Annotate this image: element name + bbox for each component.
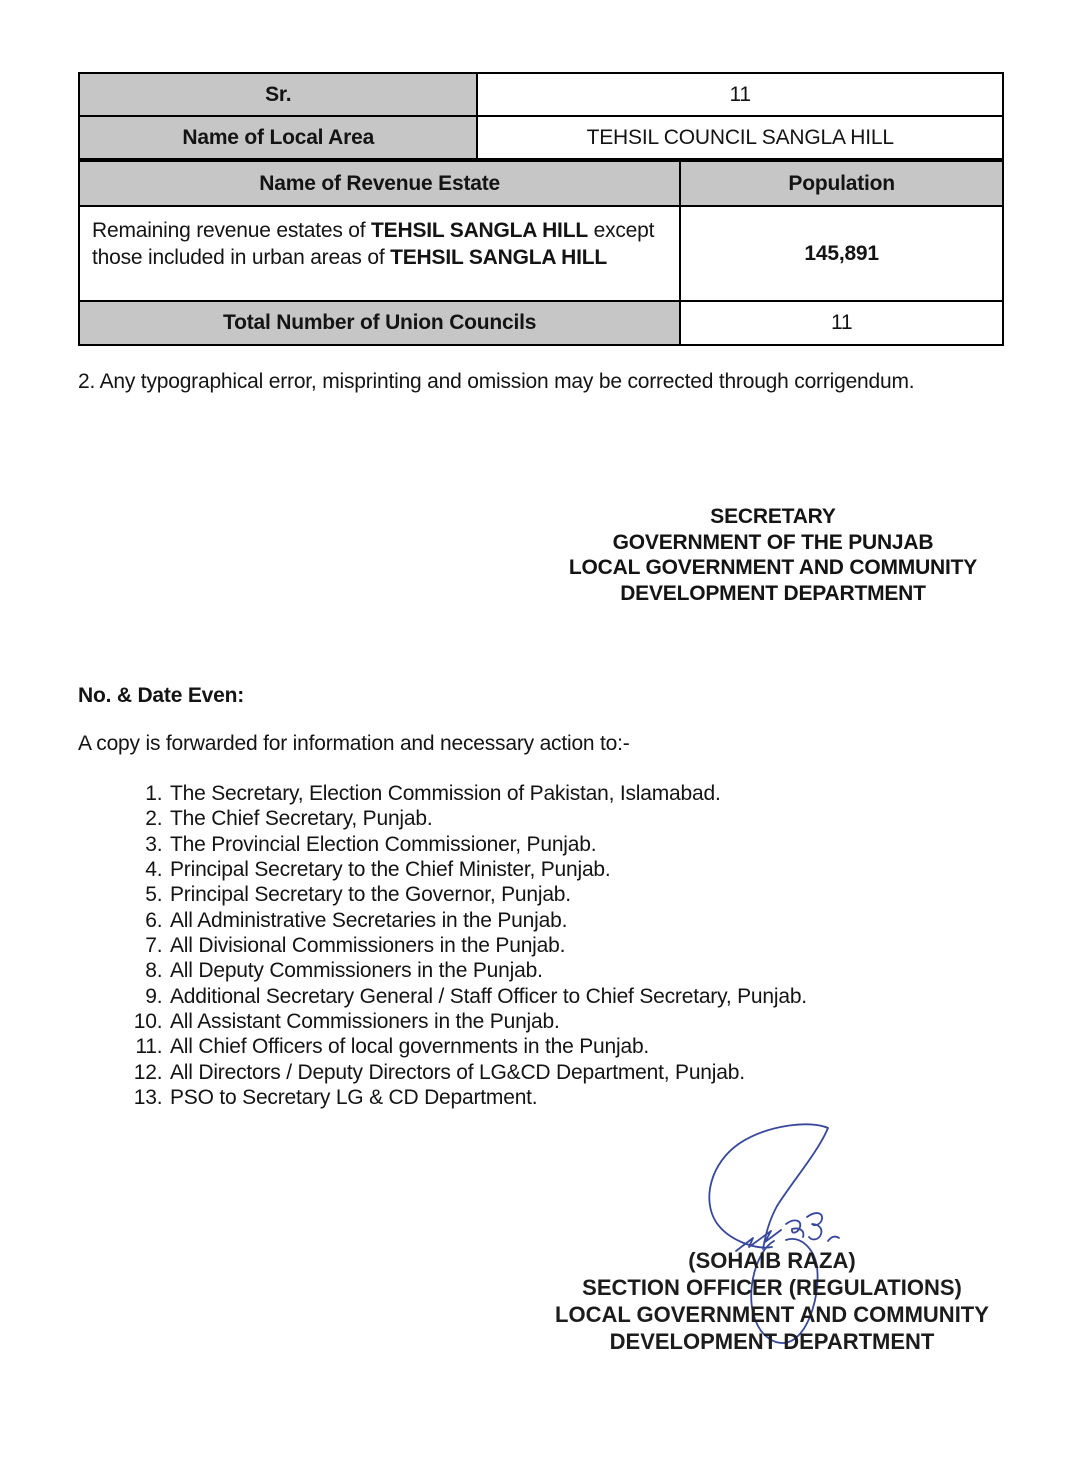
- list-item: 7. All Divisional Commissioners in the Punjab.: [168, 933, 978, 958]
- total-union-councils-label-cell: Total Number of Union Councils: [80, 302, 679, 344]
- table-row-sr: [80, 74, 1002, 115]
- summary-tables: [78, 72, 1004, 346]
- list-item: 11. All Chief Officers of local governments in the Punjab.: [168, 1034, 978, 1059]
- list-item: 9. Additional Secretary General / Staff Officer to Chief Secretary, Punjab.: [168, 984, 978, 1009]
- issuer-line: LOCAL GOVERNMENT AND COMMUNITY: [568, 556, 978, 579]
- signatory-department-line: LOCAL GOVERNMENT AND COMMUNITY: [555, 1302, 989, 1327]
- reference-label: No. & Date Even:: [78, 684, 244, 707]
- sr-label-cell: Sr.: [80, 74, 476, 115]
- list-item: 13. PSO to Secretary LG & CD Department.: [168, 1085, 978, 1110]
- revenue-header-row: [80, 162, 1002, 205]
- revenue-estate-description-cell: [80, 207, 679, 300]
- local-area-value-cell: TEHSIL COUNCIL SANGLA HILL: [476, 117, 1002, 158]
- list-item: 4. Principal Secretary to the Chief Minister, Punjab.: [168, 857, 978, 882]
- total-union-councils-value-cell: 11: [679, 302, 1002, 344]
- estate-text-part: except those included in urban areas of: [92, 219, 655, 269]
- correction-note: 2. Any typographical error, misprinting and omission may be corrected through corrigendum.: [78, 370, 915, 393]
- list-item: 12. All Directors / Deputy Directors of LG&CD Department, Punjab.: [168, 1060, 978, 1085]
- sr-value-cell: 11: [476, 74, 1002, 115]
- info-table: [78, 72, 1004, 160]
- revenue-table: [78, 160, 1004, 346]
- signatory-department-line: DEVELOPMENT DEPARTMENT: [609, 1329, 935, 1354]
- signatory-designation: SECTION OFFICER (REGULATIONS): [582, 1275, 962, 1300]
- table-row-local-area: [80, 115, 1002, 158]
- issuer-line: GOVERNMENT OF THE PUNJAB: [612, 530, 934, 554]
- list-item: 1. The Secretary, Election Commission of Pakistan, Islamabad.: [168, 781, 978, 806]
- issuer-line: DEVELOPMENT DEPARTMENT: [620, 581, 926, 605]
- distribution-list: [78, 781, 978, 1110]
- revenue-estate-row: [80, 205, 1002, 300]
- list-item: 8. All Deputy Commissioners in the Punjab.: [168, 958, 978, 983]
- list-item: 3. The Provincial Election Commissioner, Punjab.: [168, 832, 978, 857]
- local-area-label-cell: Name of Local Area: [80, 117, 476, 158]
- population-value-cell: 145,891: [679, 207, 1002, 300]
- list-item: 5. Principal Secretary to the Governor, Punjab.: [168, 882, 978, 907]
- estate-bold-part: TEHSIL SANGLA HILL: [390, 246, 608, 269]
- total-union-councils-row: [80, 300, 1002, 344]
- population-header-cell: Population: [679, 162, 1002, 205]
- estate-bold-part: TEHSIL SANGLA HILL: [371, 219, 588, 242]
- signatory-name: (SOHAIB RAZA): [688, 1248, 856, 1273]
- estate-text-part: Remaining revenue estates of: [92, 219, 372, 242]
- revenue-estate-header-cell: Name of Revenue Estate: [80, 162, 679, 205]
- forwarding-line: A copy is forwarded for information and necessary action to:-: [78, 732, 630, 755]
- issuer-block: [537, 504, 1009, 606]
- list-item: 10. All Assistant Commissioners in the Punjab.: [168, 1009, 978, 1034]
- list-item: 2. The Chief Secretary, Punjab.: [168, 806, 978, 831]
- list-item: 6. All Administrative Secretaries in the Punjab.: [168, 908, 978, 933]
- issuer-line: SECRETARY: [710, 505, 836, 528]
- signatory-block: [533, 1247, 1011, 1355]
